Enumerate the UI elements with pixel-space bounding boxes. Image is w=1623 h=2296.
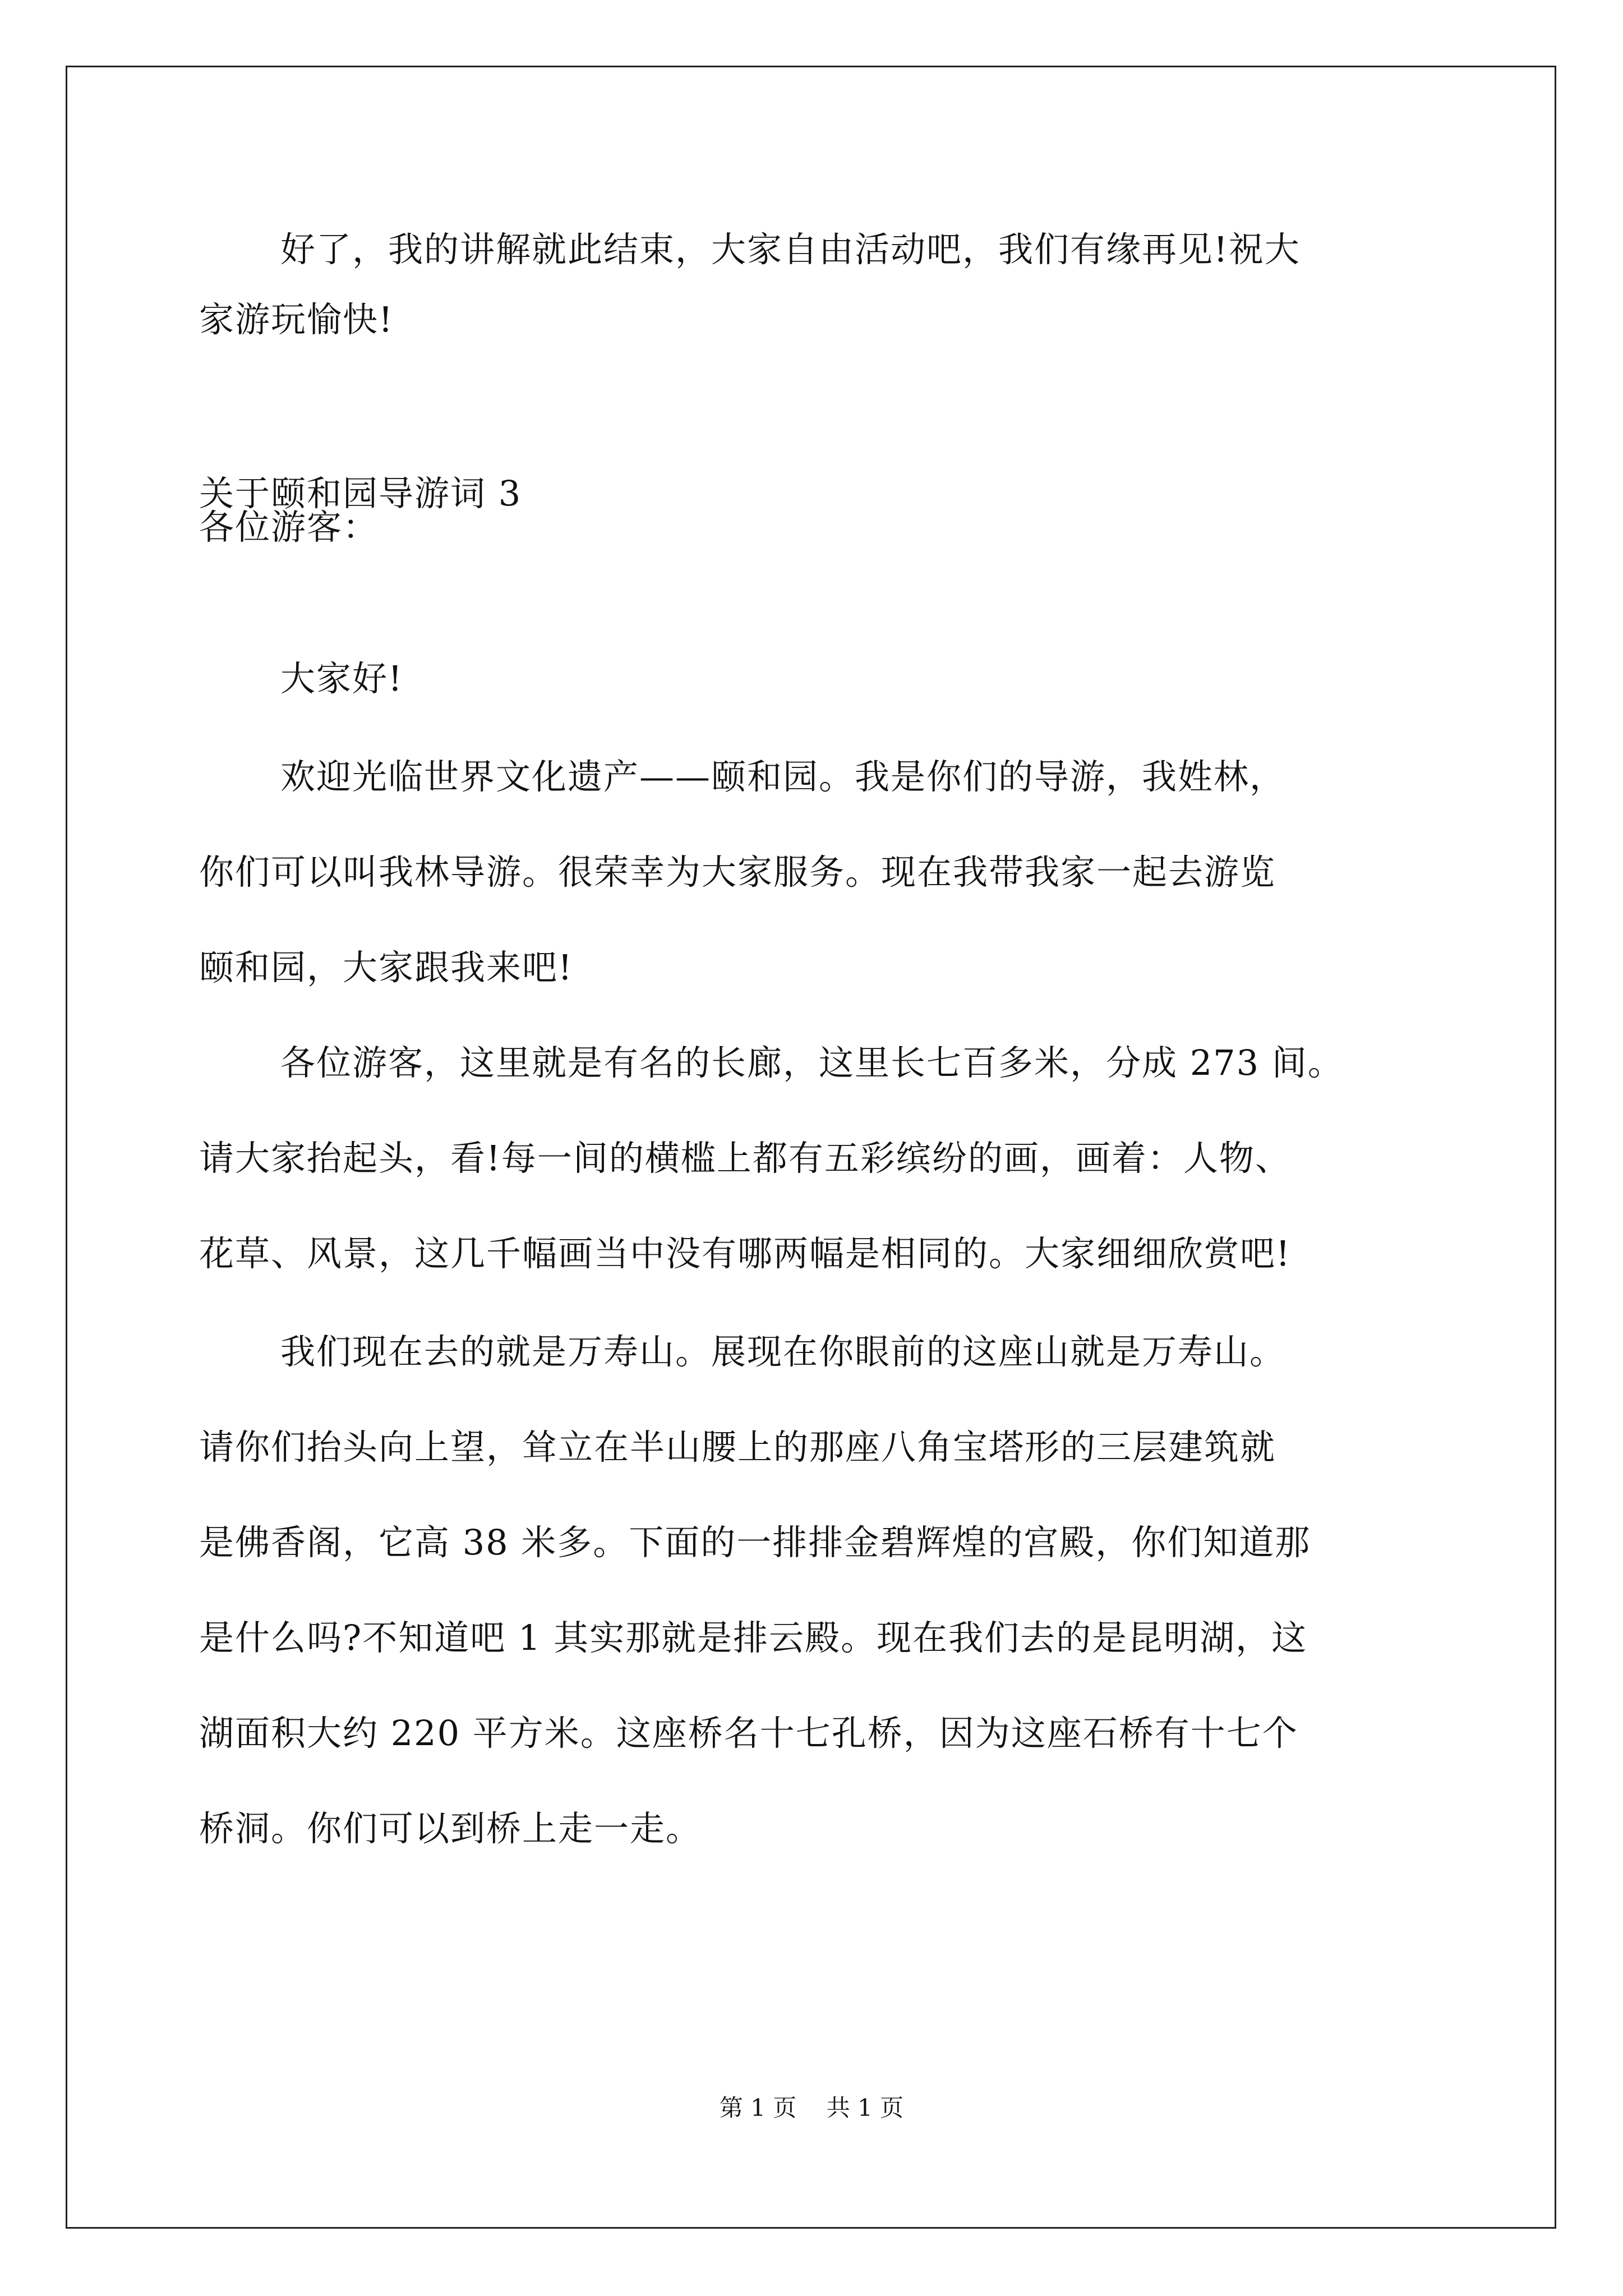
paragraph-line: 我们现在去的就是万寿山。展现在你眼前的这座山就是万寿山。 (280, 1331, 1286, 1372)
paragraph-line: 你们可以叫我林导游。很荣幸为大家服务。现在我带我家一起去游览 (199, 852, 1276, 892)
page-number: 第 1 页 共 1 页 (719, 2094, 904, 2122)
paragraph-line: 各位游客，这里就是有名的长廊，这里长七百多米，分成 273 间。 (280, 1042, 1344, 1083)
section-title: 关于颐和园导游词 3 (199, 473, 522, 514)
paragraph-line: 请大家抬起头，看!每一间的横槛上都有五彩缤纷的画，画着：人物、 (199, 1138, 1291, 1179)
paragraph-line: 是什么吗?不知道吧 1 其实那就是排云殿。现在我们去的是昆明湖，这 (199, 1617, 1308, 1658)
paragraph-line: 家游玩愉快! (199, 299, 394, 340)
paragraph-line: 大家好! (280, 658, 403, 699)
paragraph-line: 颐和园，大家跟我来吧! (199, 947, 573, 988)
paragraph-line: 桥洞。你们可以到桥上走一走。 (199, 1808, 702, 1849)
paragraph-line: 花草、风景，这几千幅画当中没有哪两幅是相同的。大家细细欣赏吧! (199, 1233, 1291, 1274)
paragraph-line: 湖面积大约 220 平方米。这座桥名十七孔桥，因为这座石桥有十七个 (199, 1713, 1298, 1754)
paragraph-line: 欢迎光临世界文化遗产——颐和园。我是你们的导游，我姓林， (280, 756, 1286, 797)
paragraph-line: 请你们抬头向上望，耸立在半山腰上的那座八角宝塔形的三层建筑就 (199, 1427, 1276, 1467)
greeting-line: 各位游客： (199, 507, 379, 547)
paragraph-line: 好了，我的讲解就此结束，大家自由活动吧，我们有缘再见!祝大 (280, 229, 1301, 270)
paragraph-line: 是佛香阁，它高 38 米多。下面的一排排金碧辉煌的宫殿，你们知道那 (199, 1522, 1311, 1563)
